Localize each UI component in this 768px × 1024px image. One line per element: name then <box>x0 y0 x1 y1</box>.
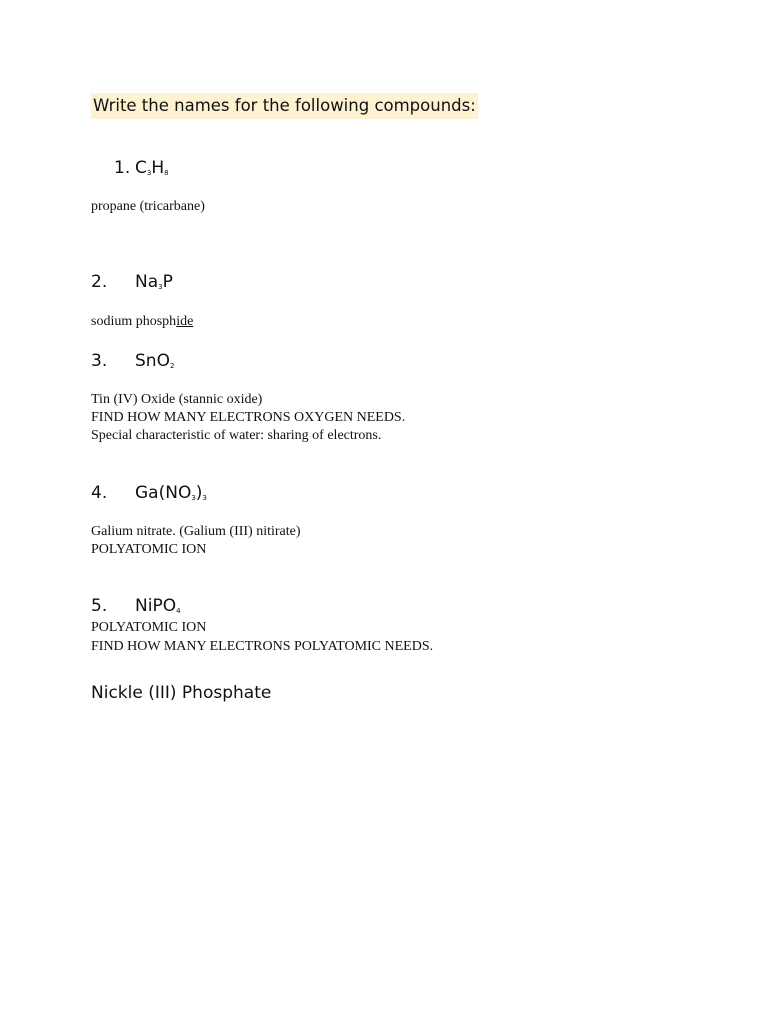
question-2-number: 2. <box>91 272 108 292</box>
question-4-formula: $Ga(NO_3)_3$ <box>135 483 207 503</box>
question-4-number: 4. <box>91 483 108 503</box>
question-1-formula: $C_3H_8$ <box>135 158 169 178</box>
question-5-answer-line-2: FIND HOW MANY ELECTRONS POLYATOMIC NEEDS. <box>91 639 434 654</box>
question-5-answer-line-1: POLYATOMIC ION <box>91 620 207 635</box>
question-4-answer-line-1: Galium nitrate. (Galium (III) nitirate) <box>91 524 301 539</box>
question-3-answer-line-1: Tin (IV) Oxide (stannic oxide) <box>91 392 263 407</box>
question-3-formula: SnO$_2$ <box>135 351 175 371</box>
question-1-answer: propane (tricarbane) <box>91 199 205 214</box>
question-2-answer: sodium phosphide <box>91 314 194 329</box>
question-4-answer-line-2: POLYATOMIC ION <box>91 542 207 557</box>
question-5-number: 5. <box>91 596 108 616</box>
page-title: Write the names for the following compounds: <box>91 93 478 119</box>
question-5-formula: NiPO$_4$ <box>135 596 181 616</box>
question-2-formula: $Na_3P$ <box>135 272 173 292</box>
question-1-number: 1. <box>114 158 131 178</box>
question-3-answer-line-3: Special characteristic of water: sharing of electrons. <box>91 428 382 443</box>
final-answer: Nickle (III) Phosphate <box>91 683 272 703</box>
question-3-number: 3. <box>91 351 108 371</box>
question-3-answer-line-2: FIND HOW MANY ELECTRONS OXYGEN NEEDS. <box>91 410 406 425</box>
